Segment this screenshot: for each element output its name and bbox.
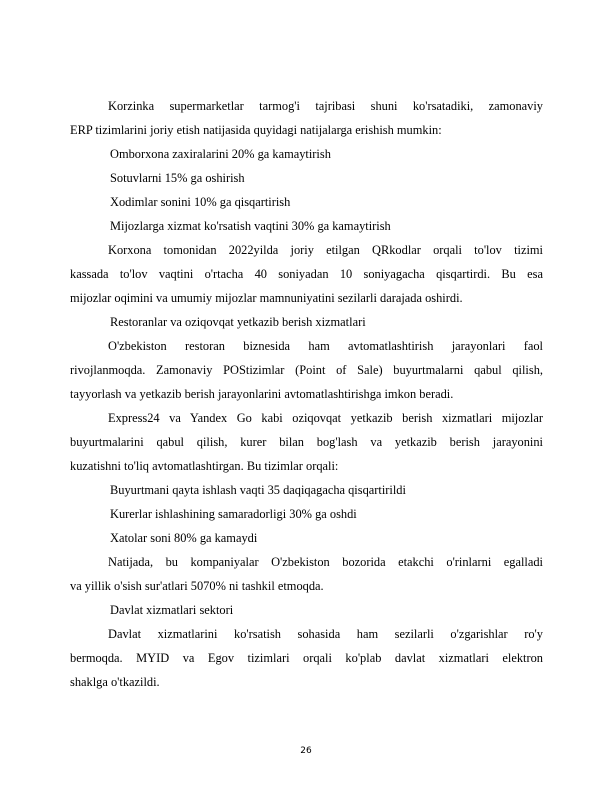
list-item: Xatolar soni 80% ga kamaydi [110,531,258,545]
paragraph-line: Natijada, bu kompaniyalar O'zbekiston bozorida etakchi o'rinlarni egalladi [108,555,543,569]
list-item: Omborxona zaxiralarini 20% ga kamaytirish [110,147,331,161]
paragraph-line: shaklga o'tkazildi. [70,675,160,689]
paragraph-line: Davlat xizmatlarini ko'rsatish sohasida ham sezilarli o'zgarishlar ro'y [108,627,543,641]
paragraph-line: Express24 va Yandex Go kabi oziqovqat yetkazib berish xizmatlari mijozlar [108,411,543,425]
section-heading: Davlat xizmatlari sektori [110,603,234,617]
list-item: Xodimlar sonini 10% ga qisqartirish [110,195,291,209]
paragraph-line: buyurtmalarini qabul qilish, kurer bilan bog'lash va yetkazib berish jarayonini [70,435,543,449]
paragraph-line: O'zbekiston restoran biznesida ham avtomatlashtirish jarayonlari faol [108,339,543,353]
paragraph-line: Korxona tomonidan 2022yilda joriy etilgan QRkodlar orqali to'lov tizimi [108,243,543,257]
list-item: Sotuvlarni 15% ga oshirish [110,171,245,185]
paragraph-line: rivojlanmoqda. Zamonaviy POStizimlar (Point of Sale) buyurtmalarni qabul qilish, [70,363,543,377]
paragraph-line: mijozlar oqimini va umumiy mijozlar mamnuniyatini sezilarli darajada oshirdi. [70,291,463,305]
section-heading: Restoranlar va oziqovqat yetkazib berish xizmatlari [110,315,366,329]
paragraph-line: bermoqda. MYID va Egov tizimlari orqali ko'plab davlat xizmatlari elektron [70,651,543,665]
list-item: Mijozlarga xizmat ko'rsatish vaqtini 30% ga kamaytirish [110,219,391,233]
paragraph-line: tayyorlash va yetkazib berish jarayonlarini avtomatlashtirishga imkon beradi. [70,387,454,401]
paragraph-line: ERP tizimlarini joriy etish natijasida quyidagi natijalarga erishish mumkin: [70,123,442,137]
paragraph-line: kuzatishni to'liq avtomatlashtirgan. Bu tizimlar orqali: [70,459,339,473]
paragraph-line: kassada to'lov vaqtini o'rtacha 40 soniyadan 10 soniyagacha qisqartirdi. Bu esa [70,267,543,281]
page-number: 26 [300,746,312,756]
list-item: Kurerlar ishlashining samaradorligi 30% ga oshdi [110,507,357,521]
list-item: Buyurtmani qayta ishlash vaqti 35 daqiqagacha qisqartirildi [110,483,406,497]
paragraph-line: va yillik o'sish sur'atlari 5070% ni tashkil etmoqda. [70,579,324,593]
paragraph-line: Korzinka supermarketlar tarmog'i tajribasi shuni ko'rsatadiki, zamonaviy [108,99,543,113]
